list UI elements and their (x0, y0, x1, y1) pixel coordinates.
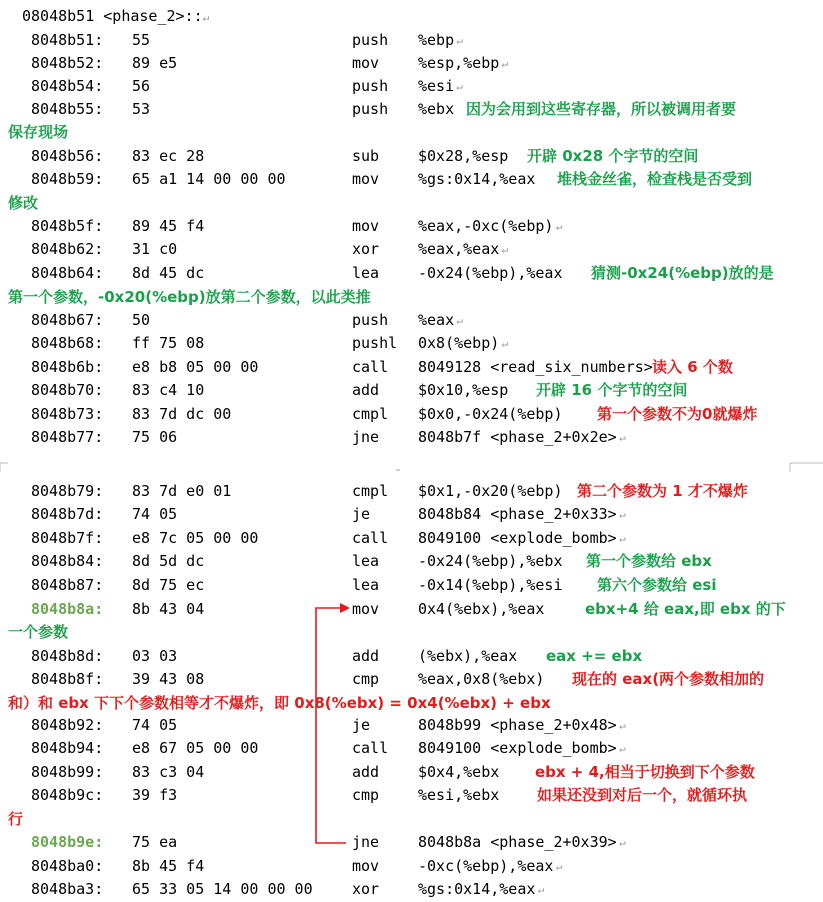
instruction-operands: %eax,-0xc(%ebp) (418, 217, 554, 235)
paragraph-mark: ↵ (537, 883, 545, 896)
instruction-comment: 如果还没到对后一个，就循环执 (537, 786, 748, 804)
instruction-mnemonic: mov (352, 170, 380, 188)
instruction-operands: $0x10,%esp (418, 381, 509, 399)
paragraph-mark: ↵ (501, 337, 509, 350)
instruction-address: 8048b9e: (31, 833, 104, 851)
instruction-row (0, 598, 823, 621)
instruction-operands: %eax,0x8(%ebx) (418, 670, 545, 688)
instruction-bytes: 8d 45 dc (132, 264, 205, 282)
function-header: 08048b51 <phase_2>::↵ (22, 7, 210, 25)
instruction-bytes: 31 c0 (132, 240, 178, 258)
instruction-row (0, 645, 823, 668)
instruction-row (0, 262, 823, 285)
comment-wrap-4: 一个参数 (8, 623, 69, 641)
comment-wrap-6: 行 (8, 810, 24, 828)
instruction-mnemonic: add (352, 763, 380, 781)
instruction-comment: 第一个参数给 ebx (586, 552, 712, 570)
instruction-operands: 0x8(%ebp) (418, 334, 500, 352)
instruction-mnemonic: jne (352, 833, 380, 851)
instruction-address: 8048b73: (31, 405, 104, 423)
instruction-mnemonic: call (352, 529, 389, 547)
instruction-row (0, 52, 823, 75)
instruction-operands: %eax,%eax (418, 240, 500, 258)
instruction-operands: (%ebx),%eax (418, 647, 518, 665)
instruction-comment: 现在的 eax(两个参数相加的 (572, 670, 765, 688)
instruction-operands: %esi,%ebx (418, 786, 500, 804)
instruction-mnemonic: cmp (352, 670, 380, 688)
instruction-address: 8048b5f: (31, 217, 104, 235)
instruction-mnemonic: call (352, 358, 389, 376)
instruction-bytes: 53 (132, 100, 151, 118)
instruction-mnemonic: add (352, 647, 380, 665)
instruction-address: 8048b70: (31, 381, 104, 399)
instruction-address: 8048ba3: (31, 880, 104, 898)
instruction-bytes: e8 67 05 00 00 (132, 739, 259, 757)
instruction-operands: $0x0,-0x24(%ebp) (418, 405, 563, 423)
instruction-bytes: 65 a1 14 00 00 00 (132, 170, 286, 188)
instruction-comment: 开辟 0x28 个字节的空间 (527, 147, 699, 165)
instruction-bytes: 65 33 05 14 00 00 00 (132, 880, 313, 898)
instruction-bytes: 75 06 (132, 428, 178, 446)
instruction-row (0, 480, 823, 503)
instruction-address: 8048b77: (31, 428, 104, 446)
instruction-address: 8048b62: (31, 240, 104, 258)
instruction-row (0, 379, 823, 402)
instruction-operands: $0x1,-0x20(%ebp) (418, 482, 563, 500)
instruction-operands: %gs:0x14,%eax (418, 170, 536, 188)
instruction-mnemonic: mov (352, 54, 380, 72)
instruction-operands: 8048b84 <phase_2+0x33> (418, 505, 617, 523)
instruction-row (0, 831, 823, 854)
instruction-operands: 8048b99 <phase_2+0x48> (418, 716, 617, 734)
instruction-address: 8048b67: (31, 311, 104, 329)
comment-wrap-3: 第一个参数，-0x20(%ebp)放第二个参数，以此类推 (8, 288, 371, 306)
instruction-operands: 0x4(%ebx),%eax (418, 600, 545, 618)
instruction-operands: 8049100 <explode_bomb> (418, 739, 617, 757)
instruction-mnemonic: sub (352, 147, 380, 165)
paragraph-mark: ↵ (619, 431, 626, 444)
instruction-comment: 因为会用到这些寄存器，所以被调用者要 (466, 100, 737, 118)
instruction-address: 8048b79: (31, 482, 104, 500)
instruction-row (0, 426, 823, 449)
instruction-row (0, 855, 823, 878)
paragraph-mark: ↵ (501, 243, 509, 256)
instruction-address: 8048b6b: (31, 358, 104, 376)
instruction-mnemonic: lea (352, 264, 380, 282)
instruction-address: 8048b68: (31, 334, 104, 352)
paragraph-mark: ↵ (555, 860, 563, 873)
paragraph-mark: ↵ (456, 34, 463, 47)
instruction-row (0, 503, 823, 526)
instruction-row (0, 761, 823, 784)
instruction-mnemonic: push (352, 31, 389, 49)
instruction-operands: 8048b8a <phase_2+0x39> (418, 833, 617, 851)
instruction-comment: 开辟 16 个字节的空间 (536, 381, 688, 399)
instruction-bytes: 83 ec 28 (132, 147, 205, 165)
instruction-comment: ebx + 4,相当于切换到下个参数 (535, 763, 755, 781)
instruction-mnemonic: cmpl (352, 405, 389, 423)
instruction-bytes: 83 c4 10 (132, 381, 205, 399)
instruction-operands: %ebx (418, 100, 455, 118)
instruction-address: 8048b87: (31, 576, 104, 594)
instruction-bytes: 83 c3 04 (132, 763, 205, 781)
instruction-address: 8048b52: (31, 54, 104, 72)
instruction-bytes: 89 45 f4 (132, 217, 205, 235)
instruction-comment: 猜测-0x24(%ebp)放的是 (591, 264, 774, 282)
instruction-bytes: 39 43 08 (132, 670, 205, 688)
instruction-operands: -0x14(%ebp),%esi (418, 576, 563, 594)
instruction-row (0, 527, 823, 550)
instruction-address: 8048b8f: (31, 670, 104, 688)
instruction-mnemonic: add (352, 381, 380, 399)
instruction-mnemonic: push (352, 311, 389, 329)
instruction-operands: 8048b7f <phase_2+0x2e> (418, 428, 617, 446)
instruction-mnemonic: mov (352, 857, 380, 875)
instruction-operands: $0x28,%esp (418, 147, 509, 165)
instruction-operands: $0x4,%ebx (418, 763, 500, 781)
instruction-bytes: e8 7c 05 00 00 (132, 529, 259, 547)
instruction-mnemonic: pushl (352, 334, 398, 352)
instruction-mnemonic: je (352, 716, 371, 734)
instruction-row (0, 145, 823, 168)
instruction-bytes: 8d 75 ec (132, 576, 205, 594)
instruction-operands: %eax (418, 311, 455, 329)
instruction-comment: 堆栈金丝雀，检查栈是否受到 (557, 170, 753, 188)
instruction-mnemonic: call (352, 739, 389, 757)
instruction-address: 8048b84: (31, 552, 104, 570)
instruction-operands: -0x24(%ebp),%ebx (418, 552, 563, 570)
instruction-row (0, 309, 823, 332)
instruction-mnemonic: mov (352, 217, 380, 235)
instruction-row (0, 403, 823, 426)
instruction-bytes: 56 (132, 77, 151, 95)
paragraph-mark: ↵ (456, 314, 463, 327)
instruction-mnemonic: xor (352, 240, 380, 258)
instruction-mnemonic: cmpl (352, 482, 389, 500)
instruction-row (0, 75, 823, 98)
instruction-operands: 8049128 <read_six_numbers> (418, 358, 653, 376)
instruction-bytes: e8 b8 05 00 00 (132, 358, 259, 376)
instruction-address: 8048b99: (31, 763, 104, 781)
instruction-comment: ebx+4 给 eax,即 ebx 的下 (585, 600, 786, 618)
paragraph-mark: ↵ (619, 742, 626, 755)
comment-wrap-5: 和）和 ebx 下下个参数相等才不爆炸，即 0x8(%ebx) = 0x4(%ebx) + ebx (8, 694, 551, 712)
instruction-mnemonic: push (352, 77, 389, 95)
instruction-mnemonic: lea (352, 552, 380, 570)
instruction-operands: -0xc(%ebp),%eax (418, 857, 554, 875)
instruction-mnemonic: push (352, 100, 389, 118)
instruction-operands: %ebp (418, 31, 455, 49)
paragraph-mark: ↵ (619, 508, 626, 521)
instruction-mnemonic: jne (352, 428, 380, 446)
instruction-address: 8048b55: (31, 100, 104, 118)
paragraph-mark: ↵ (501, 57, 509, 70)
instruction-mnemonic: lea (352, 576, 380, 594)
instruction-comment: 第一个参数不为0就爆炸 (597, 405, 758, 423)
instruction-comment: 第二个参数为 1 才不爆炸 (577, 482, 748, 500)
instruction-bytes: 83 7d e0 01 (132, 482, 232, 500)
instruction-bytes: 89 e5 (132, 54, 178, 72)
instruction-address: 8048b9c: (31, 786, 104, 804)
instruction-bytes: ff 75 08 (132, 334, 205, 352)
comment-wrap-2: 修改 (8, 194, 39, 212)
instruction-row (0, 332, 823, 355)
instruction-row (0, 574, 823, 597)
instruction-comment: 读入 6 个数 (652, 358, 733, 376)
instruction-address: 8048ba0: (31, 857, 104, 875)
instruction-address: 8048b92: (31, 716, 104, 734)
instruction-address: 8048b64: (31, 264, 104, 282)
instruction-operands: %gs:0x14,%eax (418, 880, 536, 898)
instruction-bytes: 8b 45 f4 (132, 857, 205, 875)
instruction-row (0, 714, 823, 737)
instruction-comment: eax += ebx (546, 647, 643, 665)
instruction-bytes: 50 (132, 311, 151, 329)
paragraph-mark: ↵ (619, 532, 626, 545)
instruction-row (0, 737, 823, 760)
instruction-bytes: 8b 43 04 (132, 600, 205, 618)
instruction-bytes: 75 ea (132, 833, 178, 851)
instruction-bytes: 8d 5d dc (132, 552, 205, 570)
instruction-operands: 8049100 <explode_bomb> (418, 529, 617, 547)
instruction-row (0, 215, 823, 238)
instruction-bytes: 83 7d dc 00 (132, 405, 232, 423)
instruction-bytes: 39 f3 (132, 786, 178, 804)
instruction-bytes: 55 (132, 31, 151, 49)
paragraph-mark: ↵ (456, 80, 463, 93)
instruction-operands: -0x24(%ebp),%eax (418, 264, 563, 282)
instruction-address: 8048b56: (31, 147, 104, 165)
instruction-bytes: 74 05 (132, 716, 178, 734)
instruction-address: 8048b51: (31, 31, 104, 49)
instruction-address: 8048b8d: (31, 647, 104, 665)
page-break-separator (0, 460, 823, 480)
comment-wrap-1: 保存现场 (8, 123, 69, 141)
instruction-mnemonic: je (352, 505, 371, 523)
paragraph-mark: ↵ (619, 836, 626, 849)
instruction-address: 8048b59: (31, 170, 104, 188)
instruction-bytes: 03 03 (132, 647, 178, 665)
instruction-row (0, 98, 823, 121)
instruction-mnemonic: mov (352, 600, 380, 618)
instruction-address: 8048b7f: (31, 529, 104, 547)
instruction-row (0, 668, 823, 691)
instruction-mnemonic: xor (352, 880, 380, 898)
instruction-row (0, 238, 823, 261)
instruction-row (0, 784, 823, 807)
instruction-row (0, 356, 823, 379)
instruction-bytes: 74 05 (132, 505, 178, 523)
paragraph-mark: ↵ (555, 220, 563, 233)
instruction-address: 8048b8a: (31, 600, 104, 618)
instruction-row (0, 168, 823, 191)
instruction-comment: 第六个参数给 esi (597, 576, 717, 594)
instruction-address: 8048b7d: (31, 505, 104, 523)
instruction-operands: %esi (418, 77, 455, 95)
instruction-row (0, 550, 823, 573)
instruction-row (0, 29, 823, 52)
instruction-row (0, 878, 823, 901)
instruction-address: 8048b54: (31, 77, 104, 95)
paragraph-mark: ↵ (619, 719, 626, 732)
instruction-address: 8048b94: (31, 739, 104, 757)
instruction-operands: %esp,%ebp (418, 54, 500, 72)
instruction-mnemonic: cmp (352, 786, 380, 804)
